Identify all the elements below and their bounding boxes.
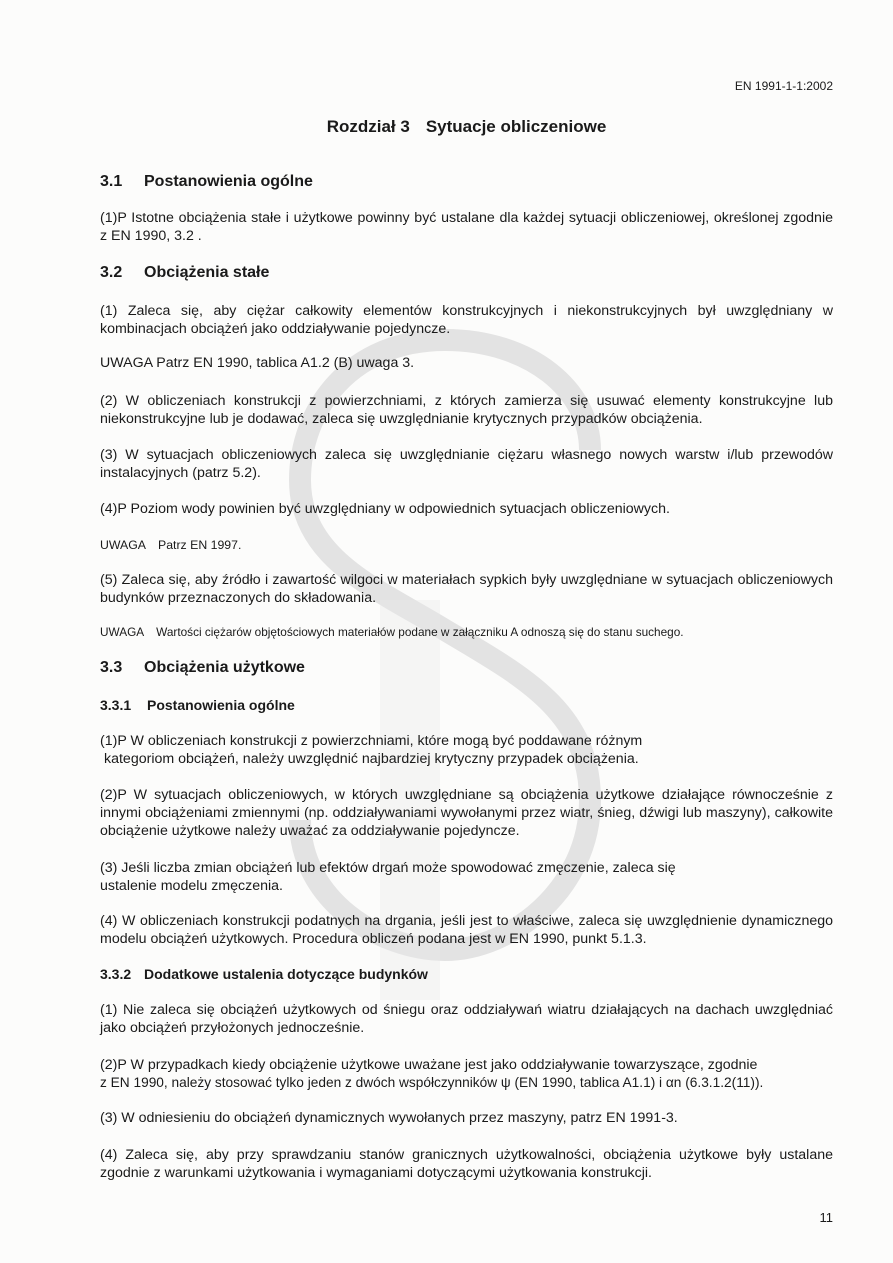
paragraph-3-3-1-4: (4) W obliczeniach konstrukcji podatnych na drgania, jeśli jest to właściwe, zaleca się uwzględnienie dynamicznego modelu obciążeń użytkowych. Procedura obliczeń podana jest w EN 1990, punkt 5.1.3. (100, 913, 833, 947)
chapter-title: Sytuacje obliczeniowe (425, 117, 607, 136)
note-3-2-3 (100, 625, 684, 639)
subsection-heading-3-3-2 (100, 966, 428, 982)
note-tag: UWAGA (100, 538, 146, 552)
document-id: EN 1991-1-1:2002 (734, 79, 833, 93)
section-number: 3.3 (100, 659, 123, 676)
paragraph-3-2-5: (5) Zaleca się, aby źródło i zawartość wilgoci w materiałach sypkich były uwzględniane w sytuacjach obliczeniowych budynków przeznaczonych do składowania. (100, 572, 833, 606)
subsection-title: Dodatkowe ustalenia dotyczące budynków (144, 966, 428, 982)
paragraph-3-2-1: (1) Zaleca się, aby ciężar całkowity elementów konstrukcyjnych i niekonstrukcyjnych był uwzględniany w kombinacjach obciążeń jako oddziaływanie pojedyncze. (100, 303, 833, 337)
note-text: Wartości ciężarów objętościowych materiałów podane w załączniku A odnoszą się do stanu suchego. (156, 625, 684, 639)
paragraph-3-2-3: (3) W sytuacjach obliczeniowych zaleca się uwzględnianie ciężaru własnego nowych warstw i/lub przewodów instalacyjnych (patrz 5.2). (100, 447, 833, 481)
page-number: 11 (819, 1210, 833, 1225)
paragraph-3-2-4: (4)P Poziom wody powinien być uwzględniany w odpowiednich sytuacjach obliczeniowych. (100, 501, 670, 517)
chapter-heading (100, 117, 833, 137)
section-title: Obciążenia użytkowe (144, 659, 305, 676)
note-3-2-2 (100, 538, 241, 552)
paragraph-3-3-1-1-line2: kategoriom obciążeń, należy uwzględnić najbardziej krytyczny przypadek obciążenia. (104, 751, 639, 767)
subsection-number: 3.3.2 (100, 966, 132, 982)
paragraph-3-3-1-3-line1: (3) Jeśli liczba zmian obciążeń lub efektów drgań może spowodować zmęczenie, zaleca się (100, 860, 676, 876)
note-tag: UWAGA (100, 625, 145, 639)
section-number: 3.2 (100, 264, 123, 281)
paragraph-3-3-2-4: (4) Zaleca się, aby przy sprawdzaniu stanów granicznych użytkowalności, obciążenia użytkowe były ustalane zgodnie z warunkami użytkowania i wymaganiami dotyczącymi użytkowania konstrukcji. (100, 1147, 833, 1181)
section-heading-3-2 (100, 264, 269, 282)
paragraph-3-2-2: (2) W obliczeniach konstrukcji z powierzchniami, z których zamierza się usuwać elementy konstrukcyjne lub niekonstrukcyjne lub je dodawać, zaleca się uwzględnianie krytycznych przypadków obciążenia. (100, 393, 833, 427)
note-3-2-1: UWAGA Patrz EN 1990, tablica A1.2 (B) uwaga 3. (100, 355, 415, 371)
section-heading-3-3 (100, 659, 305, 677)
section-title: Obciążenia stałe (144, 264, 270, 281)
paragraph-3-3-1-1-line1: (1)P W obliczeniach konstrukcji z powierzchniami, które mogą być poddawane różnym (100, 733, 643, 749)
paragraph-3-3-2-1: (1) Nie zaleca się obciążeń użytkowych od śniegu oraz oddziaływań wiatru działających na dachach uwzględniać jako obciążeń przyłożonych jednocześnie. (100, 1002, 833, 1036)
paragraph-3-3-1-3-line2: ustalenie modelu zmęczenia. (100, 878, 283, 894)
note-text: Patrz EN 1997. (158, 538, 242, 552)
subsection-heading-3-3-1 (100, 697, 295, 713)
paragraph-3-3-1-2: (2)P W sytuacjach obliczeniowych, w których uwzględniane są obciążenia użytkowe działające równocześnie z innymi obciążeniami zmiennymi (np. oddziaływaniami wywołanymi przez wiatr, śnieg, dźwigi lub maszyny), całkowite obciążenie użytkowe należy uważać za oddziaływanie pojedyncze. (100, 787, 833, 839)
section-title: Postanowienia ogólne (144, 173, 313, 190)
paragraph-3-3-2-2-line1: (2)P W przypadkach kiedy obciążenie użytkowe uważane jest jako oddziaływanie towarzyszące, zgodnie (100, 1057, 758, 1073)
section-heading-3-1 (100, 173, 313, 191)
chapter-number: Rozdział 3 (326, 117, 410, 136)
paragraph-3-1-1: (1)P Istotne obciążenia stałe i użytkowe powinny być ustalane dla każdej sytuacji obliczeniowej, określonej zgodnie z EN 1990, 3.2 . (100, 210, 833, 244)
subsection-title: Postanowienia ogólne (147, 697, 295, 713)
section-number: 3.1 (100, 173, 123, 190)
paragraph-3-3-2-2-line2: z EN 1990, należy stosować tylko jeden z dwóch współczynników ψ (EN 1990, tablica A1.1) i αn (6.3.1.2(11)). (100, 1075, 764, 1090)
subsection-number: 3.3.1 (100, 697, 132, 713)
paragraph-3-3-2-3: (3) W odniesieniu do obciążeń dynamicznych wywołanych przez maszyny, patrz EN 1991-3. (100, 1110, 678, 1126)
